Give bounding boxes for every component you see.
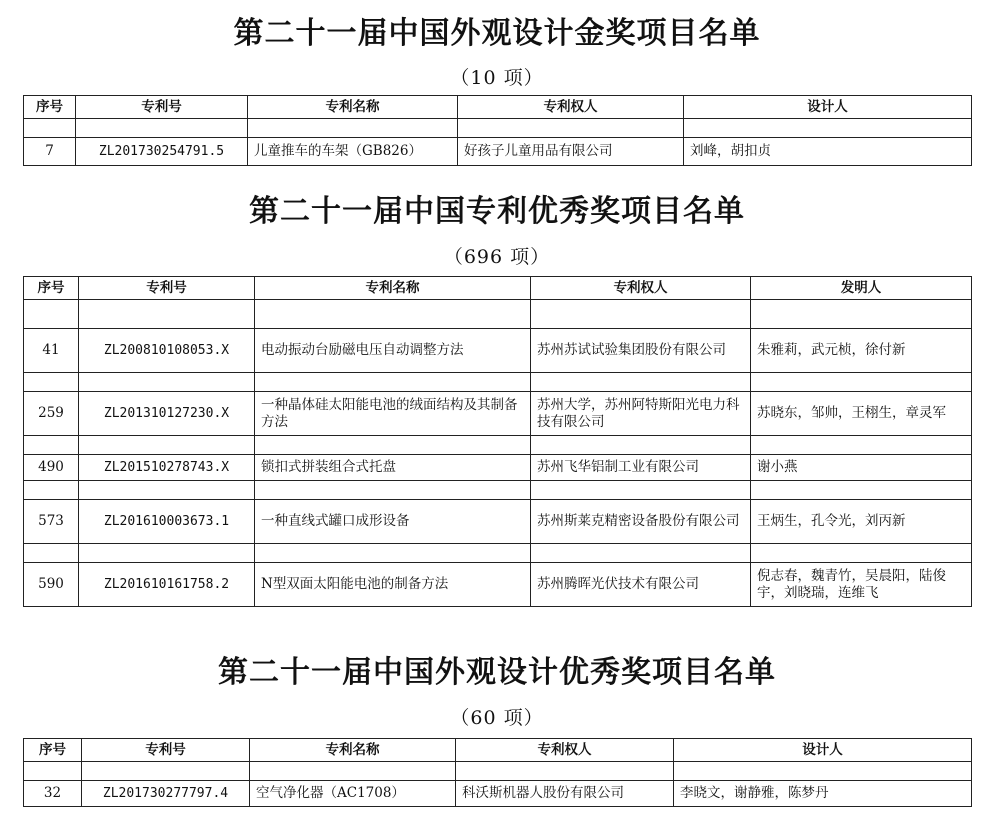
patent-holder: 苏州斯莱克精密设备股份有限公司 [531, 500, 751, 544]
patent-name: 锁扣式拼装组合式托盘 [255, 455, 531, 481]
row-number: 590 [24, 563, 79, 607]
patent-holder: 苏州飞华铝制工业有限公司 [531, 455, 751, 481]
table-row [24, 781, 972, 807]
patent-name: 空气净化器（AC1708） [250, 781, 456, 807]
patent-number: ZL200810108053.X [79, 329, 255, 373]
row-number: 490 [24, 455, 79, 481]
patent-holder: 苏州大学，苏州阿特斯阳光电力科技有限公司 [531, 392, 751, 436]
patent-holder: 苏州苏试试验集团股份有限公司 [531, 329, 751, 373]
table-row [24, 500, 972, 544]
section-title-design-excellence: 第二十一届中国外观设计优秀奖项目名单 [218, 655, 776, 690]
header-cell: 设计人 [684, 96, 972, 119]
designer: 李晓文，谢静雅，陈梦丹 [674, 781, 972, 807]
patent-number: ZL201510278743.X [79, 455, 255, 481]
section-count-gold-design: （10 项） [450, 67, 544, 89]
section-count-design-excellence: （60 项） [450, 707, 544, 729]
header-cell: 序号 [24, 277, 79, 300]
row-number: 7 [24, 138, 76, 166]
designer: 刘峰，胡扣贞 [684, 138, 972, 166]
table-row [24, 138, 972, 166]
inventor: 倪志春，魏青竹，吴晨阳，陆俊宇，刘晓瑞，连维飞 [751, 563, 972, 607]
header-cell: 设计人 [674, 739, 972, 762]
table-patent-excellence [23, 276, 972, 607]
header-cell: 专利权人 [458, 96, 684, 119]
header-cell: 序号 [24, 96, 76, 119]
patent-name: 电动振动台励磁电压自动调整方法 [255, 329, 531, 373]
patent-number: ZL201610161758.2 [79, 563, 255, 607]
header-cell: 专利名称 [255, 277, 531, 300]
omitted-rows-gap [24, 762, 972, 781]
row-number: 573 [24, 500, 79, 544]
table-row [24, 329, 972, 373]
header-cell: 专利权人 [531, 277, 751, 300]
patent-name: 一种晶体硅太阳能电池的绒面结构及其制备方法 [255, 392, 531, 436]
inventor: 谢小燕 [751, 455, 972, 481]
patent-name: 儿童推车的车架（GB826） [248, 138, 458, 166]
patent-number: ZL201310127230.X [79, 392, 255, 436]
table-header-row [24, 96, 972, 119]
patent-name: 一种直线式罐口成形设备 [255, 500, 531, 544]
omitted-rows-gap [24, 300, 972, 329]
omitted-rows-gap [24, 436, 972, 455]
header-cell: 专利号 [76, 96, 248, 119]
omitted-rows-gap [24, 373, 972, 392]
header-cell: 专利权人 [456, 739, 674, 762]
patent-number: ZL201730254791.5 [76, 138, 248, 166]
patent-holder: 好孩子儿童用品有限公司 [458, 138, 684, 166]
inventor: 苏晓东，邹帅，王栩生，章灵军 [751, 392, 972, 436]
row-number: 259 [24, 392, 79, 436]
row-number: 32 [24, 781, 82, 807]
section-count-patent-excellence: （696 项） [443, 246, 551, 268]
header-cell: 序号 [24, 739, 82, 762]
section-title-patent-excellence: 第二十一届中国专利优秀奖项目名单 [249, 194, 745, 229]
header-cell: 专利名称 [250, 739, 456, 762]
header-cell: 专利号 [79, 277, 255, 300]
patent-number: ZL201610003673.1 [79, 500, 255, 544]
section-title-gold-design: 第二十一届中国外观设计金奖项目名单 [233, 16, 761, 51]
patent-holder: 苏州腾晖光伏技术有限公司 [531, 563, 751, 607]
inventor: 朱雅莉，武元桢，徐付新 [751, 329, 972, 373]
table-header-row [24, 739, 972, 762]
omitted-rows-gap [24, 119, 972, 138]
table-row [24, 455, 972, 481]
inventor: 王炳生，孔令光，刘丙新 [751, 500, 972, 544]
row-number: 41 [24, 329, 79, 373]
omitted-rows-gap [24, 544, 972, 563]
header-cell: 专利号 [82, 739, 250, 762]
patent-holder: 科沃斯机器人股份有限公司 [456, 781, 674, 807]
table-header-row [24, 277, 972, 300]
header-cell: 专利名称 [248, 96, 458, 119]
table-row [24, 563, 972, 607]
table-design-excellence [23, 738, 972, 807]
header-cell: 发明人 [751, 277, 972, 300]
table-row [24, 392, 972, 436]
table-gold-design [23, 95, 972, 166]
patent-name: N型双面太阳能电池的制备方法 [255, 563, 531, 607]
omitted-rows-gap [24, 481, 972, 500]
patent-number: ZL201730277797.4 [82, 781, 250, 807]
